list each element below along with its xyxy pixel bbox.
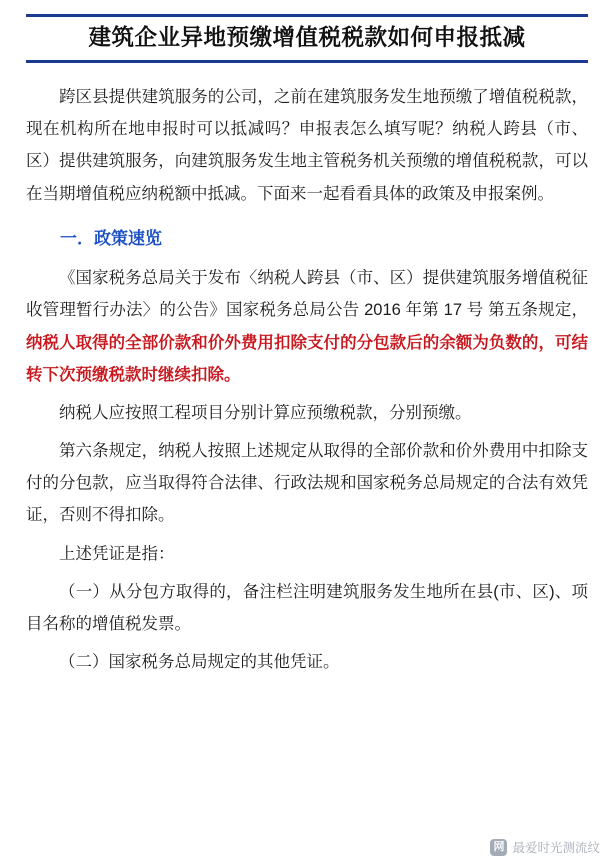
policy-paragraph-1 [26, 262, 588, 391]
document-title-box [26, 14, 588, 63]
policy-paragraph-2: 纳税人应按照工程项目分别计算应预缴税款，分别预缴。 [59, 403, 472, 422]
policy-paragraph-3: 第六条规定，纳税人按照上述规定从取得的全部价款和价外费用中扣除支付的分包款，应当取得符合法律、行政法规和国家税务总局规定的合法有效凭证，否则不得扣除。 [26, 442, 588, 525]
policy-text-normal: 《国家税务总局关于发布〈纳税人跨县（市、区）提供建筑服务增值税征收管理暂行办法〉的公告》国家税务总局公告 2016 年第 17 号 第五条规定， [26, 269, 588, 320]
policy-paragraph-4: 上述凭证是指： [59, 544, 175, 563]
watermark-text: 最爱时光测流纹 [512, 841, 600, 855]
watermark-badge-icon: 网 [490, 839, 507, 856]
policy-paragraph-5: （一）从分包方取得的，备注栏注明建筑服务发生地所在县(市、区)、项目名称的增值税发票。 [26, 582, 588, 633]
watermark [490, 838, 600, 856]
policy-text-emphasis: 纳税人取得的全部价款和价外费用扣除支付的分包款后的余额为负数的，可结转下次预缴税款时继续扣除。 [26, 333, 588, 384]
section-heading: 一．政策速览 [60, 228, 162, 248]
intro-paragraph: 跨区县提供建筑服务的公司，之前在建筑服务发生地预缴了增值税税款，现在机构所在地申报时可以抵减吗？申报表怎么填写呢？纳税人跨县（市、区）提供建筑服务，向建筑服务发生地主管税务机关预缴的增值税税款，可以在当期增值税应纳税额中抵减。下面来一起看看具体的政策及申报案例。 [26, 88, 588, 203]
policy-paragraph-6: （二）国家税务总局规定的其他凭证。 [59, 653, 340, 672]
page-title: 建筑企业异地预缴增值税税款如何申报抵减 [88, 25, 526, 50]
